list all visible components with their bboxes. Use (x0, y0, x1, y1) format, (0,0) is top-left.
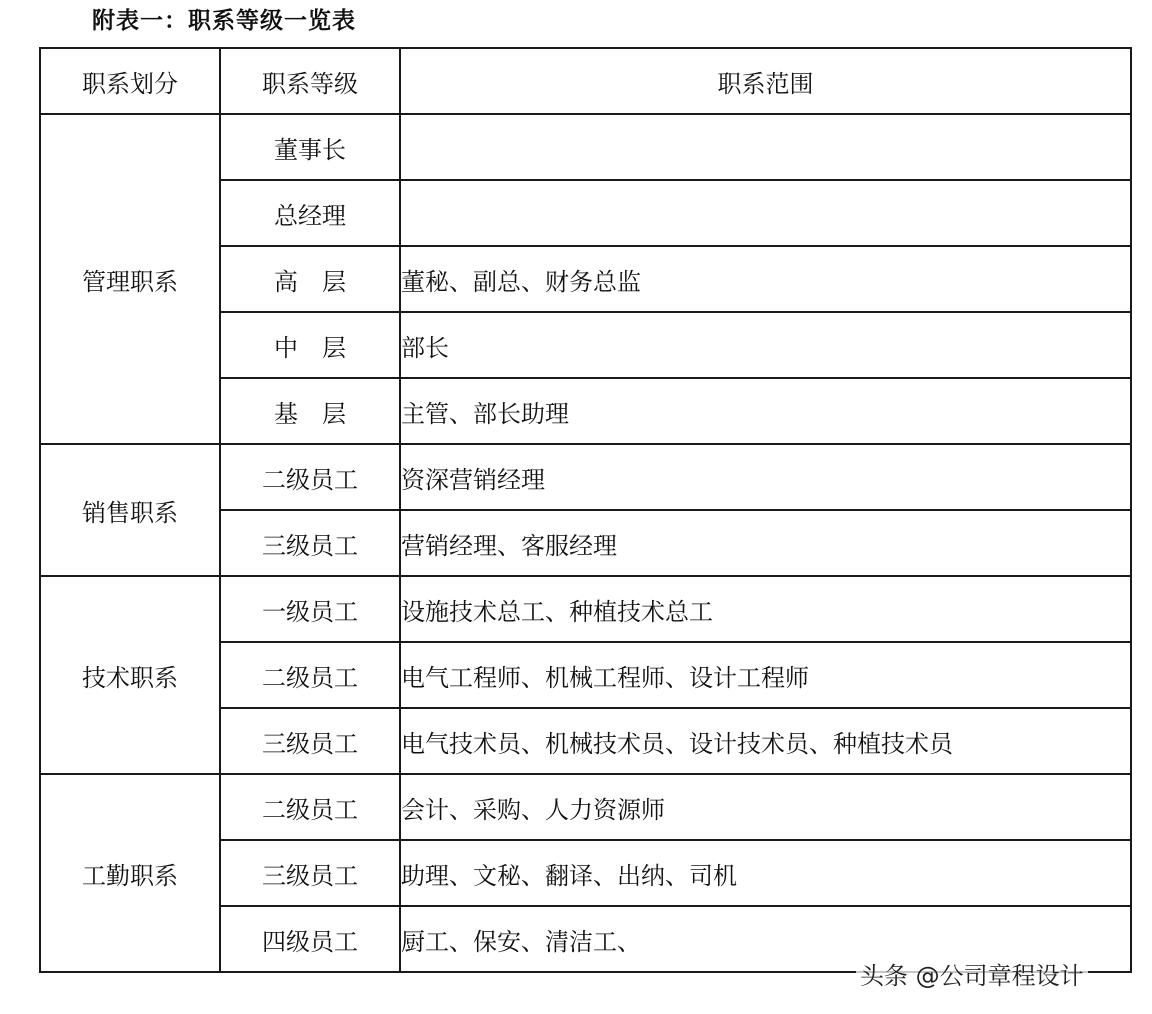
level-cell: 二级员工 (220, 774, 400, 840)
table-row (40, 576, 1131, 642)
level-cell: 四级员工 (220, 906, 400, 972)
category-cell: 工勤职系 (40, 774, 220, 972)
level-cell: 三级员工 (220, 510, 400, 576)
table-title: 附表一：职系等级一览表 (92, 7, 356, 34)
level-cell: 高 层 (220, 246, 400, 312)
category-cell: 销售职系 (40, 444, 220, 576)
table-row (40, 444, 1131, 510)
scope-cell: 营销经理、客服经理 (400, 510, 1131, 576)
watermark: 头条 @公司章程设计 (856, 956, 1088, 991)
level-cell: 中 层 (220, 312, 400, 378)
scope-cell: 会计、采购、人力资源师 (400, 774, 1131, 840)
level-cell: 二级员工 (220, 444, 400, 510)
scope-cell: 电气技术员、机械技术员、设计技术员、种植技术员 (400, 708, 1131, 774)
scope-cell: 设施技术总工、种植技术总工 (400, 576, 1131, 642)
scope-cell: 董秘、副总、财务总监 (400, 246, 1131, 312)
level-cell: 一级员工 (220, 576, 400, 642)
level-cell: 董事长 (220, 114, 400, 180)
job-level-table (39, 47, 1132, 973)
header-level: 职系等级 (220, 48, 400, 114)
scope-cell: 资深营销经理 (400, 444, 1131, 510)
table-row (40, 114, 1131, 180)
category-cell: 管理职系 (40, 114, 220, 444)
level-cell: 基 层 (220, 378, 400, 444)
scope-cell: 主管、部长助理 (400, 378, 1131, 444)
scope-cell: 电气工程师、机械工程师、设计工程师 (400, 642, 1131, 708)
scope-cell: 部长 (400, 312, 1131, 378)
header-scope: 职系范围 (400, 48, 1131, 114)
level-cell: 总经理 (220, 180, 400, 246)
level-cell: 三级员工 (220, 840, 400, 906)
level-cell: 三级员工 (220, 708, 400, 774)
scope-cell (400, 114, 1131, 180)
table-row (40, 774, 1131, 840)
header-category: 职系划分 (40, 48, 220, 114)
scope-cell: 助理、文秘、翻译、出纳、司机 (400, 840, 1131, 906)
header-row (40, 48, 1131, 114)
category-cell: 技术职系 (40, 576, 220, 774)
scope-cell (400, 180, 1131, 246)
scope-cell: 厨工、保安、清洁工、 (400, 906, 1131, 972)
level-cell: 二级员工 (220, 642, 400, 708)
